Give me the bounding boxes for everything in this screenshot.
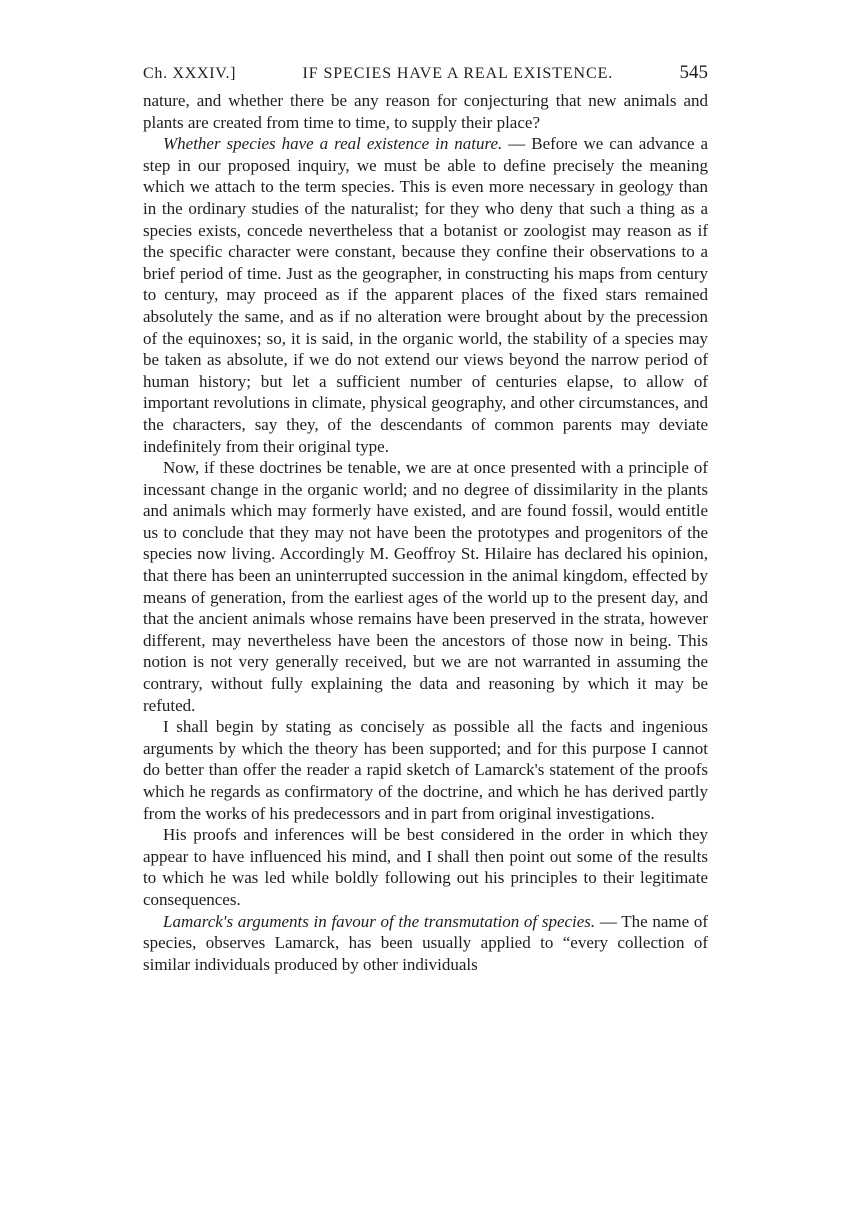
paragraph-text: nature, and whether there be any reason for conjecturing that new animals and plants are created from time to time, to supply their place? [143, 91, 708, 132]
chapter-label: Ch. XXXIV.] [143, 65, 237, 82]
paragraph-text: His proofs and inferences will be best considered in the order in which they appear to have influenced his mind, and I shall then point out some of the results to which he was led while boldly following out his principles to their legitimate consequences. [143, 825, 708, 909]
section-heading: Whether species have a real existence in nature. [163, 134, 503, 154]
paragraph-continuation [143, 90, 708, 133]
paragraph-text: Now, if these doctrines be tenable, we are at once presented with a principle of incessant change in the organic world; and no degree of dissimilarity in the plants and animals which may formerly have existed, and are found fossil, would entitle us to conclude that they may not have been the prototypes and progenitors of the species now living. Accordingly M. Geoffroy St. Hilaire has declared his opinion, that there has been an uninterrupted succession in the animal kingdom, effected by means of generation, from the earliest ages of the world up to the present day, and that the ancient animals whose remains have been preserved in the strata, however different, may nevertheless have been the ancestors of those now in being. This notion is not very generally received, but we are not warranted in assuming the contrary, without fully explaining the data and reasoning by which it may be refuted. [143, 458, 708, 715]
paragraph-lamarck-arguments [143, 911, 708, 976]
paragraph-proofs [143, 824, 708, 910]
running-title: IF SPECIES HAVE A REAL EXISTENCE. [302, 65, 614, 82]
paragraph-lamarck-intro [143, 716, 708, 824]
page-number: 545 [679, 62, 708, 83]
paragraph-text: — Before we can advance a step in our proposed inquiry, we must be able to define precisely the meaning which we attach to the term species. This is even more necessary in geology than in the ordinary studies of the naturalist; for they who deny that such a thing as a species exists, concede nevertheless that a botanist or zoologist may reason as if the specific character were constant, because they confine their observations to a brief period of time. Just as the geographer, in constructing his maps from century to century, may proceed as if the apparent places of the fixed stars remained absolutely the same, and as if no alteration were brought about by the precession of the equinoxes; so, it is said, in the organic world, the stability of a species may be taken as absolute, if we do not extend our views beyond the narrow period of human history; but let a sufficient number of centuries elapse, to allow of important revolutions in climate, physical geography, and other circumstances, and the characters, say they, of the descendants of common parents may deviate indefinitely from their original type. [143, 134, 708, 456]
paragraph-text: I shall begin by stating as concisely as possible all the facts and ingenious arguments by which the theory has been supported; and for this purpose I cannot do better than offer the reader a rapid sketch of Lamarck's statement of the proofs which he regards as confirmatory of the doctrine, and which he has derived partly from the works of his predecessors and in part from original investigations. [143, 717, 708, 823]
book-page [143, 62, 708, 975]
running-header [143, 62, 708, 88]
paragraph-species-existence [143, 133, 708, 457]
section-heading: Lamarck's arguments in favour of the transmutation of species. [163, 911, 596, 931]
paragraph-doctrines [143, 457, 708, 716]
paragraph-text: — The name of species, observes Lamarck, has been usually applied to “every collection of similar individuals produced by other individuals [143, 911, 708, 974]
